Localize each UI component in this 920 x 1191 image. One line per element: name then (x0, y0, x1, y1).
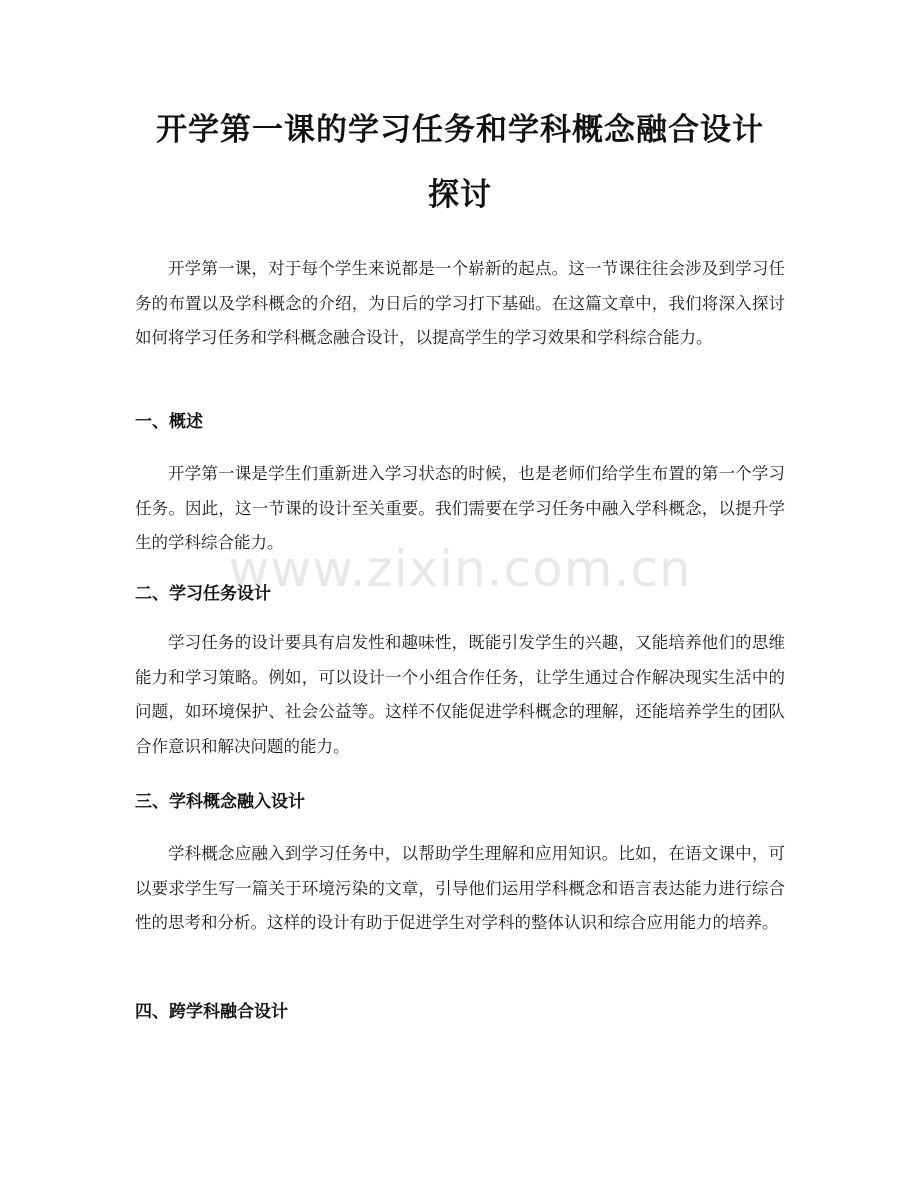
section-body-task-design: 学习任务的设计要具有启发性和趣味性，既能引发学生的兴趣，又能培养他们的思维能力和学习策略。例如，可以设计一个小组合作任务，让学生通过合作解决现实生活中的问题，如环境保护、社会公益等。这样不仅能促进学科概念的理解，还能培养学生的团队合作意识和解决问题的能力。 (135, 633, 785, 756)
document-title-line-2: 探讨 (428, 177, 492, 213)
section-heading-cross-subject: 四、跨学科融合设计 (135, 1002, 288, 1022)
intro-paragraph: 开学第一课，对于每个学生来说都是一个崭新的起点。这一节课往往会涉及到学习任务的布置以及学科概念的介绍，为日后的学习打下基础。在这篇文章中，我们将深入探讨如何将学习任务和学科概念融合设计，以提高学生的学习效果和学科综合能力。 (135, 259, 785, 347)
section-body-concept-design: 学科概念应融入到学习任务中，以帮助学生理解和应用知识。比如，在语文课中，可以要求学生写一篇关于环境污染的文章，引导他们运用学科概念和语言表达能力进行综合性的思考和分析。这样的设计有助于促进学生对学科的整体认识和综合应用能力的培养。 (135, 844, 785, 932)
watermark-text: www.zixin.com.cn (228, 540, 692, 598)
section-heading-concept-design: 三、学科概念融入设计 (135, 792, 305, 812)
section-body-overview: 开学第一课是学生们重新进入学习状态的时候，也是老师们给学生布置的第一个学习任务。因此，这一节课的设计至关重要。我们需要在学习任务中融入学科概念，以提升学生的学科综合能力。 (135, 464, 785, 552)
document-title-line-1: 开学第一课的学习任务和学科概念融合设计 (156, 112, 764, 148)
section-heading-overview: 一、概述 (135, 412, 203, 432)
section-heading-task-design: 二、学习任务设计 (135, 584, 271, 604)
